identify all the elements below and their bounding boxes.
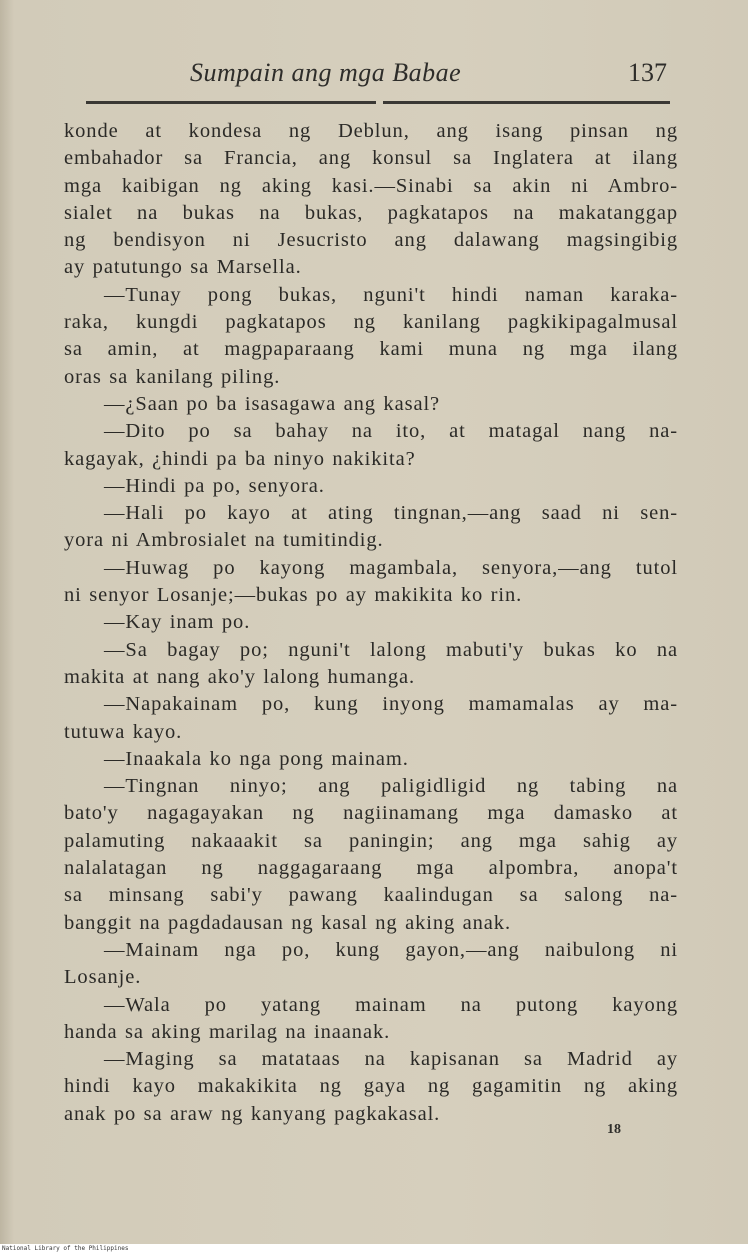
text-line: —Inaakala ko nga pong mainam. bbox=[104, 747, 409, 770]
text-line: —Maging sa matataas na kapisanan sa Madrid ay bbox=[104, 1048, 678, 1071]
text-line: —Wala po yatang mainam na putong kayong bbox=[104, 993, 678, 1016]
text-line: mga kaibigan ng aking kasi.—Sinabi sa akin ni Ambro- bbox=[64, 174, 678, 197]
running-title: Sumpain ang mga Babae bbox=[190, 58, 462, 87]
text-line: —Huwag po kayong magambala, senyora,—ang tutol bbox=[104, 556, 678, 579]
text-line: ng bendisyon ni Jesucristo ang dalawang magsingibig bbox=[64, 229, 678, 252]
text-line: —Hali po kayo at ating tingnan,—ang saad ni sen- bbox=[104, 502, 678, 525]
page-header bbox=[0, 58, 748, 92]
text-line: —Mainam nga po, kung gayon,—ang naibulong ni bbox=[104, 938, 678, 961]
text-line: —Dito po sa bahay na ito, at matagal nang na- bbox=[104, 420, 678, 443]
text-line: raka, kungdi pagkatapos ng kanilang pagkikipagalmusal bbox=[64, 311, 678, 334]
text-line: banggit na pagdadausan ng kasal ng aking anak. bbox=[64, 911, 511, 934]
text-line: hindi kayo makakikita ng gaya ng gagamitin ng aking bbox=[64, 1075, 678, 1098]
text-line: —Sa bagay po; nguni't lalong mabuti'y bukas ko na bbox=[104, 638, 678, 661]
text-line: konde at kondesa ng Deblun, ang isang pinsan ng bbox=[64, 120, 678, 142]
text-line: kagayak, ¿hindi pa ba ninyo nakikita? bbox=[64, 447, 416, 470]
text-line: —Napakainam po, kung inyong mamamalas ay ma- bbox=[104, 693, 678, 716]
text-line: handa sa aking marilag na inaanak. bbox=[64, 1020, 391, 1043]
text-line: oras sa kanilang piling. bbox=[64, 365, 281, 388]
text-line: —Tingnan ninyo; ang paligidligid ng tabing na bbox=[104, 775, 678, 798]
page-number: 137 bbox=[628, 58, 667, 87]
text-line: sa amin, at magpaparaang kami muna ng mga ilang bbox=[64, 338, 678, 361]
text-line: Losanje. bbox=[64, 966, 142, 989]
text-line: sialet na bukas na bukas, pagkatapos na makatanggap bbox=[64, 201, 678, 224]
text-line: —Hindi pa po, senyora. bbox=[104, 474, 325, 497]
text-line: sa minsang sabi'y pawang kaalindugan sa salong na- bbox=[64, 884, 678, 907]
text-line: nalalatagan ng naggagaraang mga alpombra, anopa't bbox=[64, 857, 678, 880]
text-line: makita at nang ako'y lalong humanga. bbox=[64, 665, 416, 688]
text-line: —¿Saan po ba isasagawa ang kasal? bbox=[104, 392, 441, 415]
text-line: yora ni Ambrosialet na tumitindig. bbox=[64, 529, 384, 552]
text-line: tutuwa kayo. bbox=[64, 720, 183, 743]
body-text bbox=[64, 118, 678, 1128]
text-line: anak po sa araw ng kanyang pagkakasal. bbox=[64, 1102, 441, 1125]
library-credit: National Library of the Philippines bbox=[2, 1245, 129, 1252]
text-line: embahador sa Francia, ang konsul sa Inglatera at ilang bbox=[64, 147, 678, 170]
text-line: —Tunay pong bukas, nguni't hindi naman karaka- bbox=[104, 283, 678, 306]
text-line: ni senyor Losanje;—bukas po ay makikita ko rin. bbox=[64, 584, 523, 607]
header-rule-gap bbox=[376, 101, 383, 104]
text-line: palamuting nakaaakit sa paningin; ang mga sahig ay bbox=[64, 829, 678, 852]
text-line: bato'y nagagayakan ng nagiinamang mga damasko at bbox=[64, 802, 678, 825]
signature-mark: 18 bbox=[607, 1122, 621, 1137]
text-line: —Kay inam po. bbox=[104, 611, 251, 634]
text-line: ay patutungo sa Marsella. bbox=[64, 256, 302, 279]
